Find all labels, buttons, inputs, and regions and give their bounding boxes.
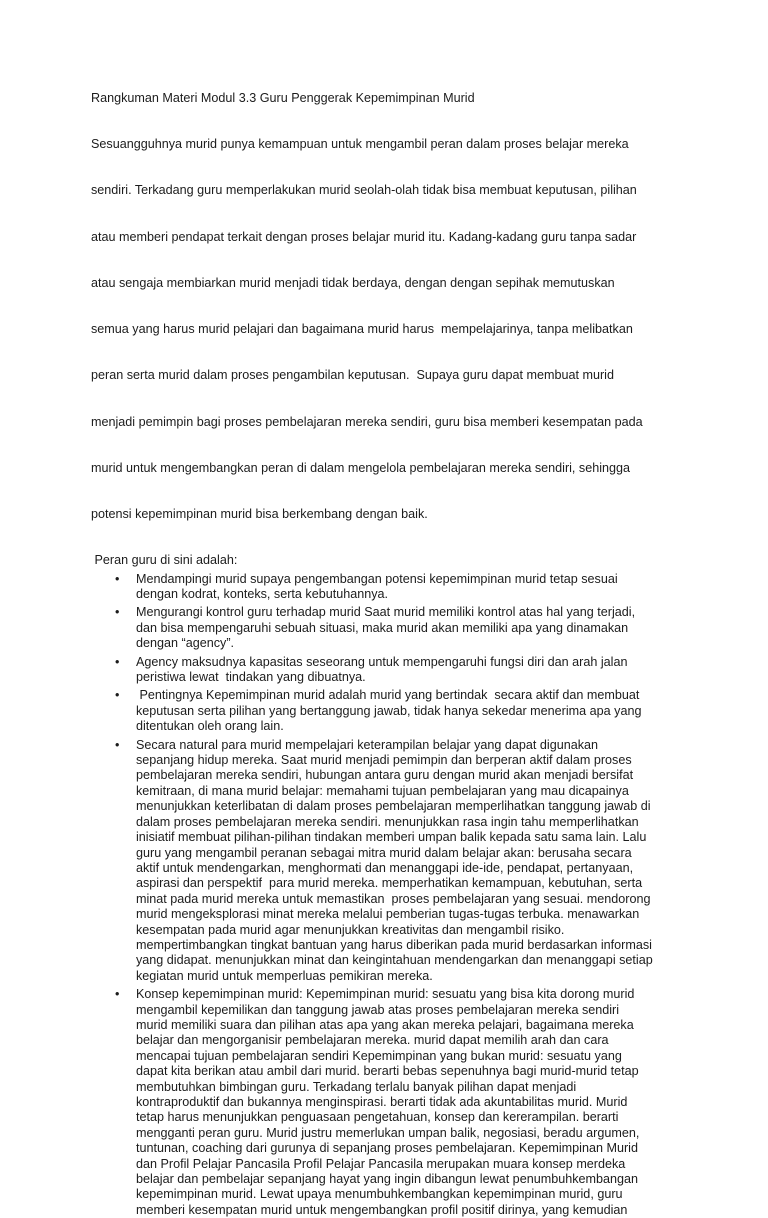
bullet-line: ditentukan oleh orang lain. (136, 719, 284, 734)
bullet-line: mencapai tujuan pembelajaran sendiri Kepemimpinan yang bukan murid: sesuatu yang (136, 1048, 622, 1063)
bullet-line: kegiatan murid untuk memperluas pemikiran mereka. (136, 968, 433, 983)
paragraph-line: atau memberi pendapat terkait dengan proses belajar murid itu. Kadang-kadang guru tanpa sadar (91, 229, 637, 244)
bullet-line: membutuhkan bimbingan guru. Terkadang terlalu banyak pilihan dapat menjadi (136, 1079, 577, 1094)
bullet-list (91, 572, 686, 1218)
bullet-item (91, 655, 686, 686)
bullet-line: guru yang mengambil peranan sebagai mitra murid dalam belajar akan: berusaha secara (136, 845, 632, 860)
bullet-line: aktif untuk mendengarkan, menghormati dan menanggapi ide-ide, pendapat, pertanyaan, (136, 860, 634, 875)
bullet-line: • Secara natural para murid mempelajari keterampilan belajar yang dapat digunakan (136, 737, 599, 752)
paragraph-line: menjadi pemimpin bagi proses pembelajaran mereka sendiri, guru bisa memberi kesempatan pada (91, 414, 643, 429)
bullet-line: inisiatif membuat pilihan-pilihan tindakan memberi umpan balik kepada satu sama lain. Lalu (136, 830, 647, 845)
bullet-line: yang didapat. menunjukkan minat dan keingintahuan mendengarkan dan menanggapi setiap (136, 953, 653, 968)
bullet-line: • Konsep kepemimpinan murid: Kepemimpinan murid: sesuatu yang bisa kita dorong murid (136, 987, 635, 1002)
intro-paragraph (91, 106, 686, 553)
bullet-line: kontraproduktif dan bukannya menginspirasi. berarti tidak ada akuntabilitas murid. Murid (136, 1095, 628, 1109)
bullet-line: mengambil kepemilikan dan tanggung jawab atas proses pembelajaran mereka sendiri (136, 1002, 620, 1017)
bullet-line: mempertimbangkan tingkat bantuan yang harus diberikan pada murid berdasarkan informasi (136, 937, 652, 952)
bullet-item (91, 688, 686, 734)
bullet-line: dapat kita berikan atau ambil dari murid. berarti bebas sepenuhnya bagi murid-murid tetap (136, 1064, 639, 1079)
bullet-line: peristiwa lewat tindakan yang dibuatnya. (136, 670, 366, 685)
bullet-line: dan bisa mempengaruhi sebuah situasi, maka murid akan memiliki apa yang dinamakan (136, 620, 629, 635)
bullet-line: menunjukkan keterlibatan di dalam proses pembelajaran memperlihatkan tanggung jawab di (136, 799, 651, 814)
bullet-line: belajar dan mengorganisir pembelajaran mereka. murid dapat memilih arah dan cara (136, 1033, 609, 1048)
list-intro: Peran guru di sini adalah: (91, 553, 238, 568)
paragraph-line: peran serta murid dalam proses pengambilan keputusan. Supaya guru dapat membuat murid (91, 368, 614, 383)
paragraph-line: sendiri. Terkadang guru memperlakukan murid seolah-olah tidak bisa membuat keputusan, pilihan (91, 183, 637, 198)
bullet-item (91, 605, 686, 651)
paragraph-line: murid untuk mengembangkan peran di dalam mengelola pembelajaran mereka sendiri, sehingga (91, 460, 631, 475)
document-title: Rangkuman Materi Modul 3.3 Guru Penggerak Kepemimpinan Murid (91, 91, 475, 105)
paragraph-line: potensi kepemimpinan murid bisa berkembang dengan baik. (91, 506, 428, 521)
bullet-line: dengan kodrat, konteks, serta kebutuhannya. (136, 587, 389, 601)
paragraph-line: atau sengaja membiarkan murid menjadi tidak berdaya, dengan dengan sepihak memutuskan (91, 275, 615, 290)
bullet-item (91, 738, 686, 985)
bullet-line: • Mengurangi kontrol guru terhadap murid Saat murid memiliki kontrol atas hal yang terjadi, (136, 605, 636, 620)
bullet-line: tetap harus menunjukkan penguasaan pengetahuan, konsep dan kererampilan. berarti (136, 1110, 619, 1125)
paragraph-line: Sesuangguhnya murid punya kemampuan untuk mengambil peran dalam proses belajar mereka (91, 137, 629, 152)
bullet-line: murid mengeksplorasi minat mereka melalui pemberian tugas-tugas terbuka. menawarkan (136, 907, 640, 922)
document-page (91, 91, 686, 1218)
bullet-item (91, 987, 686, 1218)
bullet-line: pembelajaran mereka sendiri, hubungan antara guru dengan murid akan menjadi bersifat (136, 768, 634, 783)
bullet-line: dalam proses pembelajaran mereka sendiri. menunjukkan rasa ingin tahu memperlihatkan (136, 814, 639, 829)
bullet-line: sepanjang hidup mereka. Saat murid menjadi pemimpin dan berperan aktif dalam proses (136, 753, 632, 768)
bullet-line: dan Profil Pelajar Pancasila Profil Pelajar Pancasila merupakan muara konsep merdeka (136, 1156, 626, 1171)
bullet-line: minat pada murid mereka untuk memastikan proses pembelajaran yang sesuai. mendorong (136, 891, 651, 906)
bullet-line: murid memiliki suara dan pilihan atas apa yang akan mereka pelajari, bagaimana mereka (136, 1017, 634, 1032)
bullet-line: memberi kesempatan murid untuk mengembangkan profil positif dirinya, yang kemudian (136, 1202, 628, 1217)
bullet-line: kemitraan, di mana murid belajar: memahami tujuan pembelajaran yang mau dicapainya (136, 783, 629, 798)
bullet-line: kepemimpinan murid. Lewat upaya menumbuhkembangkan kepemimpinan murid, guru (136, 1187, 623, 1202)
bullet-line: • Mendampingi murid supaya pengembangan potensi kepemimpinan murid tetap sesuai (136, 571, 618, 586)
bullet-line: tuntunan, coaching dari gurunya di sepanjang proses pembelajaran. Kepemimpinan Murid (136, 1141, 638, 1156)
bullet-line: dengan “agency”. (136, 636, 235, 651)
bullet-line: mengganti peran guru. Murid justru memerlukan umpan balik, negosiasi, beradu argumen, (136, 1125, 640, 1140)
bullet-line: • Agency maksudnya kapasitas seseorang untuk mempengaruhi fungsi diri dan arah jalan (136, 654, 628, 669)
bullet-line: aspirasi dan perspektif para murid mereka. memperhatikan kemampuan, kebutuhan, serta (136, 876, 643, 891)
bullet-line: belajar dan pembelajar sepanjang hayat yang ingin dibangun lewat penumbuhkembangan (136, 1172, 639, 1187)
bullet-line: keputusan serta pilihan yang bertanggung jawab, tidak hanya sekedar menerima apa yang (136, 703, 642, 718)
bullet-line: kesempatan pada murid agar menunjukkan kreativitas dan mengambil risiko. (136, 922, 565, 937)
paragraph-line: semua yang harus murid pelajari dan bagaimana murid harus mempelajarinya, tanpa melibatkan (91, 322, 633, 337)
bullet-item (91, 572, 686, 603)
bullet-line: • Pentingnya Kepemimpinan murid adalah murid yang bertindak secara aktif dan membuat (136, 688, 640, 703)
